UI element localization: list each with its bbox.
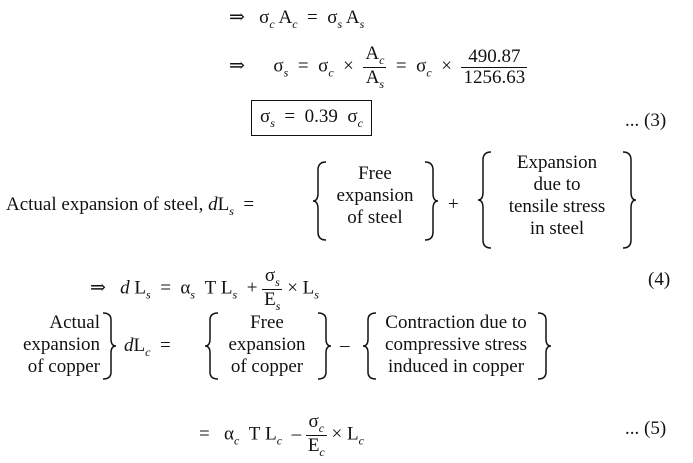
equation-steel-stress: ⇒ $\sigma_s = \sigma_c$ × $\frac{A_c}{A_s}$ = $\sigma_c$ × $\frac{490.87}{1256.63}$ [229,43,526,91]
right-brace [536,311,552,381]
copper-expansion-symbol: $dL_c$ = [124,335,171,359]
steel-expansion-label: Actual expansion of steel, $dL_s$ = [6,194,255,218]
right-brace [621,150,637,250]
equation-number-3: ... (3) [625,110,667,131]
result-box: $\sigma_s = 0.39$ $\sigma_c$ [251,100,372,136]
implies-symbol: ⇒ [229,7,245,28]
equation-force-balance: ⇒ $\sigma_c$ $A_c = \sigma_s$ $A_s$ [229,7,365,31]
plus-sign: + [448,194,459,215]
stress-over-modulus-fraction: $\frac{\sigma_s}{E_s}$ [264,265,281,313]
tensile-expansion-steel-text: Expansion due to tensile stress in steel [508,152,606,239]
compressive-contraction-copper-text: Contraction due to compressive stress induced in copper [385,312,527,377]
area-ratio-fraction: $\frac{A_c}{A_s}$ [365,43,385,91]
equation-copper-expansion: = $\alpha_c$ T $L_c$ – $\frac{\sigma_c}{E_c}$ × $L_c$ [199,411,364,459]
stress-over-modulus-fraction: $\frac{\sigma_c}{E_c}$ [307,411,325,459]
minus-sign: – [340,335,350,356]
numeric-area-fraction: $\frac{490.87}{1256.63}$ [463,45,526,88]
copper-expansion-label: Actual expansion of copper [22,312,100,377]
equation-boxed-result [251,100,372,136]
equation-number-4: (4) [648,269,671,290]
equation-steel-expansion: ⇒ d $L_s = \alpha_s$ T $L_s$ + $\frac{\sigma_s}{E_s}$ × $L_s$ [90,265,319,313]
right-brace [316,311,332,381]
left-brace [312,160,328,242]
equation-number-5: ... (5) [625,418,667,439]
implies-symbol: ⇒ [229,55,245,77]
right-brace [101,311,117,381]
free-expansion-copper-text: Free expansion of copper [228,312,306,377]
right-brace [423,160,439,242]
implies-symbol: ⇒ [90,277,106,299]
free-expansion-steel-text: Free expansion of steel [336,163,414,228]
